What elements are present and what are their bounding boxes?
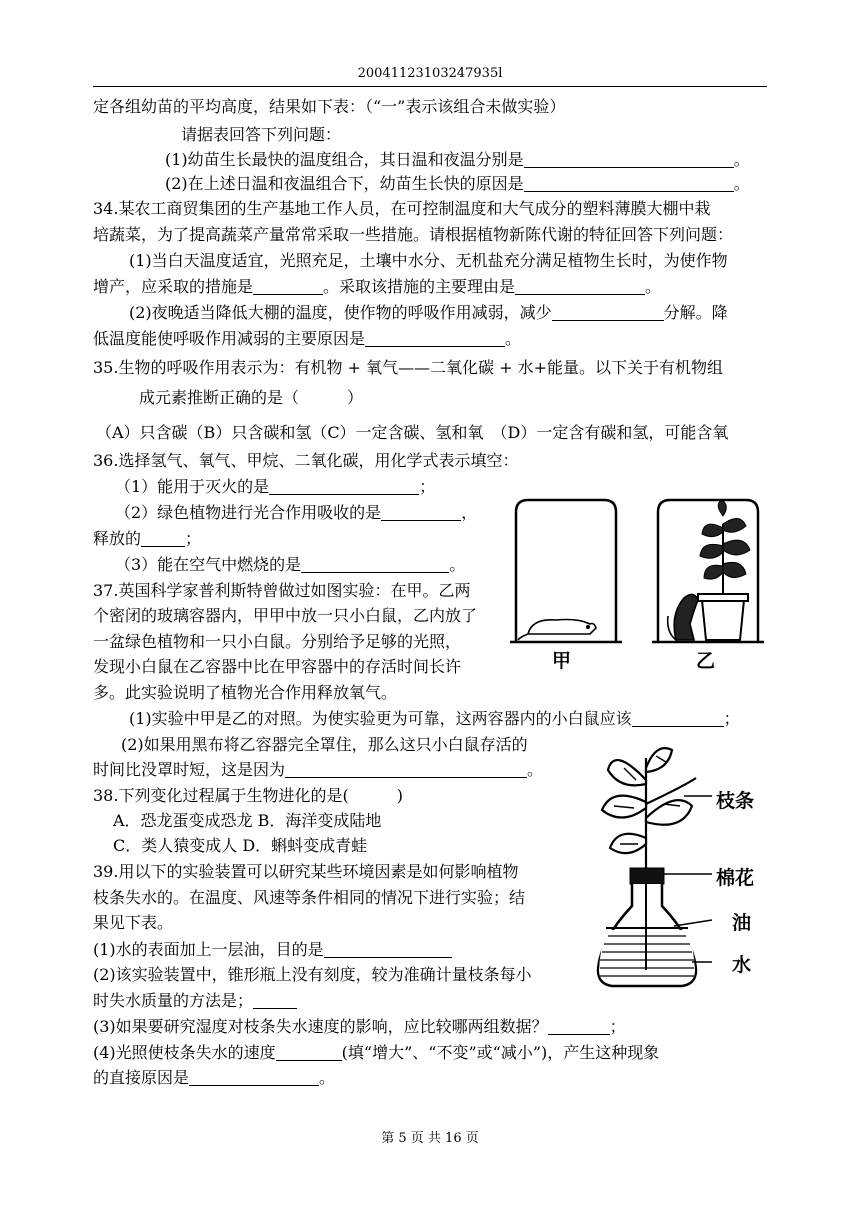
label-cotton: 棉花	[716, 867, 755, 889]
question-39-2: (2)该实验装置中，锥形瓶上没有刻度，较为准确计量枝条每小	[93, 965, 532, 984]
text-line: 请据表回答下列问题：	[181, 125, 342, 144]
question-36-2: （2）绿色植物进行光合作用吸收的是 ，	[115, 503, 478, 522]
cotton-plug	[630, 868, 664, 884]
question-34-stem: 34.某农工商贸集团的生产基地工作人员，在可控制温度和大气成分的塑料薄膜大棚中栽	[93, 199, 711, 218]
figure-branch-flask	[584, 740, 774, 1000]
question-37-stem: 37.英国科学家普利斯特曾做过如图实验：在甲。乙两	[93, 581, 471, 600]
text-line: 培蔬菜，为了提高蔬菜产量常常采取一些措施。请根据植物新陈代谢的特征回答下列问题：	[93, 225, 734, 244]
text-line: 时间比没罩时短，这是因为 。	[93, 760, 544, 779]
page-footer: 第 5 页 共 16 页	[381, 1131, 479, 1146]
question-39-stem: 39.用以下的实验装置可以研究某些环境因素是如何影响植物	[93, 862, 519, 881]
answer-blank[interactable]	[141, 530, 185, 547]
question-37-1: (1)实验中甲是乙的对照。为使实验更为可靠，这两容器内的小白鼠应该 ；	[129, 709, 740, 728]
question-34-2: (2)夜晚适当降低大棚的温度，使作物的呼吸作用减弱，减少 分解。降	[129, 303, 728, 322]
question-39-1: (1)水的表面加上一层油，目的是	[93, 939, 767, 961]
answer-blank[interactable]	[301, 556, 449, 573]
header-rule	[93, 86, 767, 87]
answer-blank[interactable]	[276, 1044, 342, 1061]
answer-blank[interactable]	[253, 278, 323, 295]
text-line: 成元素推断正确的是（ ）	[139, 388, 364, 407]
text-line: 低温度能使呼吸作用减弱的主要原因是 。	[93, 329, 522, 348]
label-water: 水	[732, 954, 752, 976]
label-branch: 枝条	[716, 790, 755, 812]
page-header-code: 20041123103247935l	[357, 66, 503, 81]
text-line: 枝条失水的。在温度、风速等条件相同的情况下进行实验；结	[93, 888, 526, 907]
text-line: 定各组幼苗的平均高度，结果如下表：（“一”表示该组合未做实验）	[93, 97, 566, 116]
question-38-stem: 38.下列变化过程属于生物进化的是( )	[93, 786, 403, 805]
text-line: 时失水质量的方法是；	[93, 990, 767, 1012]
flask-illustration	[584, 740, 714, 990]
question-39-3: (3)如果要研究湿度对枝条失水速度的影响，应比较哪两组数据？ ；	[93, 1017, 626, 1036]
text-line: 增产，应采取的措施是 。采取该措施的主要理由是 。	[93, 277, 662, 296]
answer-blank[interactable]	[632, 710, 724, 727]
answer-blank[interactable]	[381, 504, 461, 521]
potted-plant-yi	[698, 500, 750, 640]
question-34-1: (1)当白天温度适宜，光照充足，土壤中水分、无机盐充分满足植物生长时，为使作物	[129, 251, 728, 270]
label-jia: 甲	[552, 650, 572, 672]
answer-blank[interactable]	[324, 941, 452, 958]
question-35-stem: 35.生物的呼吸作用表示为：有机物 + 氧气——二氧化碳 + 水+能量。以下关于有机物组	[93, 358, 724, 377]
question-36-3: （3）能在空气中燃烧的是 。	[115, 555, 466, 574]
question-36-stem: 36.选择氢气、氧气、甲烷、二氧化碳，用化学式表示填空：	[93, 451, 519, 470]
text-line: 一盆绿色植物和一只小白鼠。分别给予足够的光照，	[93, 632, 462, 651]
answer-blank[interactable]	[552, 304, 664, 321]
text-line: 个密闭的玻璃容器内，甲甲中放一只小白鼠，乙内放了	[93, 606, 478, 625]
question-33-2: (2)在上述日温和夜温组合下，幼苗生长快的原因是 。	[165, 174, 750, 193]
text-line: 果见下表。	[93, 913, 174, 932]
text-line: 多。此实验说明了植物光合作用释放氧气。	[93, 683, 398, 702]
mouse-jia	[518, 620, 596, 641]
answer-blank[interactable]	[189, 1069, 319, 1086]
question-33-1: (1)幼苗生长最快的温度组合，其日温和夜温分别是 。	[165, 150, 750, 169]
answer-blank[interactable]	[253, 992, 297, 1009]
question-38-options-ab: A．恐龙蛋变成恐龙 B．海洋变成陆地	[113, 811, 382, 830]
leaf	[646, 800, 692, 825]
mouse-yi	[668, 594, 698, 640]
question-35-options: （A）只含碳（B）只含碳和氢（C）一定含碳、氢和氧 （D）一定含有碳和氢，可能含氧	[96, 423, 729, 442]
question-36-1: （1）能用于灭火的是 ；	[115, 477, 436, 496]
text-line: 的直接原因是 。	[93, 1068, 336, 1087]
question-39-4: (4)光照使枝条失水的速度 (填“增大”、“不变”或“减小”)，产生这种现象	[93, 1043, 660, 1062]
text-line: 发现小白鼠在乙容器中比在甲容器中的存活时间长许	[93, 657, 462, 676]
answer-blank[interactable]	[524, 151, 734, 168]
leaf	[608, 760, 646, 785]
answer-blank[interactable]	[285, 761, 527, 778]
answer-blank[interactable]	[524, 175, 734, 192]
question-37-2: (2)如果用黑布将乙容器完全罩住，那么这只小白鼠存活的	[121, 735, 528, 754]
answer-blank[interactable]	[365, 330, 505, 347]
leaf	[646, 748, 672, 772]
label-yi: 乙	[696, 650, 716, 672]
answer-blank[interactable]	[548, 1018, 610, 1035]
question-38-options-cd: C．类人猿变成人 D．蝌蚪变成青蛙	[113, 836, 368, 855]
text-line: 释放的 ；	[93, 529, 202, 548]
label-oil: 油	[732, 912, 752, 934]
answer-blank[interactable]	[269, 478, 419, 495]
figure-bell-jars	[508, 494, 768, 674]
answer-blank[interactable]	[515, 278, 645, 295]
bell-jars-illustration	[508, 494, 768, 644]
